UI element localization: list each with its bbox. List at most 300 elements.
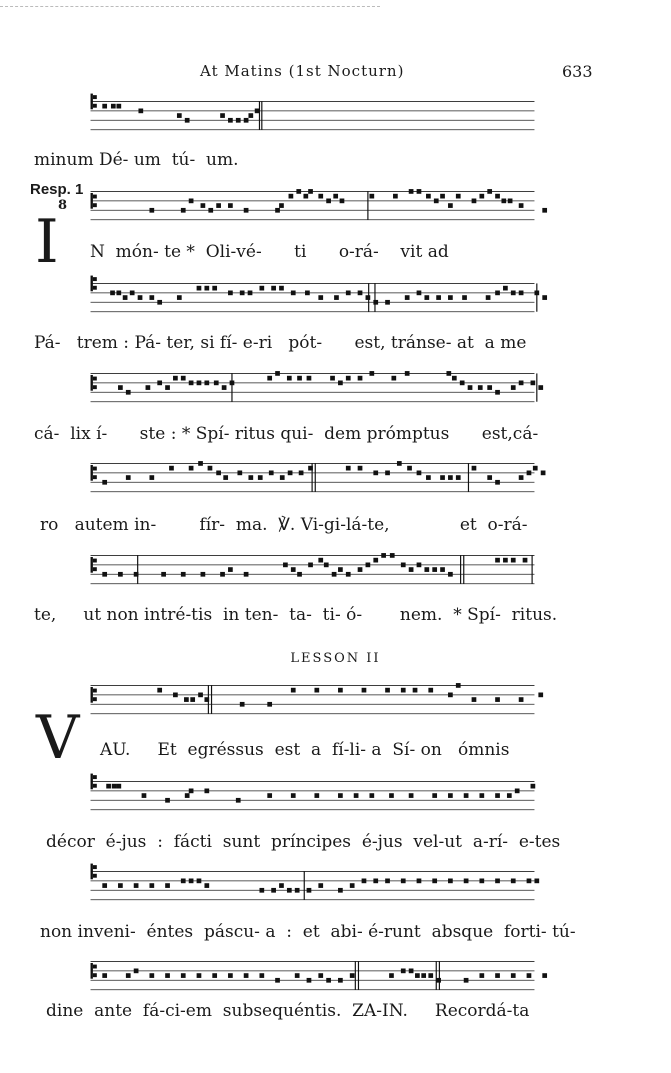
neume-note — [307, 888, 312, 893]
neume-note — [495, 793, 500, 798]
lyric-line: ro autem in- fír- ma. ℣. Vi-gi-lá-te, et o-rá- — [40, 515, 528, 535]
neume-note — [381, 553, 386, 558]
chant-staff — [30, 364, 595, 408]
neume-note — [126, 973, 131, 978]
neume-note — [102, 104, 107, 109]
neume-note — [189, 789, 194, 794]
neume-note — [448, 475, 453, 480]
neume-note — [275, 208, 280, 213]
neume-note — [369, 371, 374, 376]
neume-note — [173, 693, 178, 698]
neume-note — [527, 973, 532, 978]
neume-note — [134, 572, 139, 577]
neume-note — [165, 883, 170, 888]
chant-staff — [30, 862, 595, 906]
neume-note — [157, 300, 162, 305]
neume-note — [161, 572, 166, 577]
neume-note — [417, 563, 422, 568]
neume-note — [511, 385, 516, 390]
neume-note — [436, 295, 441, 300]
neume-note — [244, 208, 249, 213]
neume-note — [391, 376, 396, 381]
neume-note — [307, 376, 312, 381]
neume-note — [216, 203, 221, 208]
neume-note — [415, 973, 420, 978]
neume-note — [385, 300, 390, 305]
neume-note — [346, 572, 351, 577]
neume-note — [216, 471, 221, 476]
neume-note — [165, 798, 170, 803]
neume-note — [324, 563, 329, 568]
neume-note — [287, 888, 292, 893]
neume-note — [487, 189, 492, 194]
neume-note — [279, 883, 284, 888]
neume-note — [288, 471, 293, 476]
neume-note — [401, 879, 406, 884]
neume-note — [248, 291, 253, 296]
neume-note — [297, 376, 302, 381]
neume-note — [118, 385, 123, 390]
neume-note — [369, 793, 374, 798]
neume-note — [511, 558, 516, 563]
neume-note — [130, 291, 135, 296]
lyric-line: minum Dé- um tú- um. — [34, 150, 239, 170]
neume-note — [259, 888, 264, 893]
neume-note — [432, 567, 437, 572]
neume-note — [318, 558, 323, 563]
neume-note — [198, 461, 203, 466]
neume-note — [495, 480, 500, 485]
neume-note — [333, 194, 338, 199]
neume-note — [531, 784, 536, 789]
neume-note — [237, 471, 242, 476]
neume-note — [519, 697, 524, 702]
neume-note — [519, 291, 524, 296]
neume-note — [428, 973, 433, 978]
neume-note — [495, 291, 500, 296]
neume-note — [486, 295, 491, 300]
chant-staff — [30, 546, 595, 590]
neume-note — [269, 471, 274, 476]
neume-note — [389, 793, 394, 798]
neume-note — [487, 475, 492, 480]
lyric-line: N món- te * Oli-vé- ti o-rá- vit ad — [90, 242, 449, 262]
neume-note — [236, 118, 241, 123]
neume-note — [138, 109, 143, 114]
neume-note — [244, 118, 249, 123]
neume-note — [373, 300, 378, 305]
neume-note — [401, 563, 406, 568]
neume-note — [214, 381, 219, 386]
neume-note — [527, 471, 532, 476]
neume-note — [508, 199, 513, 204]
neume-note — [464, 978, 469, 983]
neume-note — [417, 291, 422, 296]
neume-note — [308, 563, 313, 568]
neume-note — [259, 973, 264, 978]
initial-letter: V — [36, 703, 80, 773]
neume-note — [228, 973, 233, 978]
neume-note — [358, 376, 363, 381]
neume-note — [318, 194, 323, 199]
neume-note — [149, 295, 154, 300]
neume-note — [190, 697, 195, 702]
neume-note — [358, 466, 363, 471]
neume-note — [184, 697, 189, 702]
neume-note — [181, 973, 186, 978]
neume-note — [267, 376, 272, 381]
neume-note — [456, 475, 461, 480]
chant-staff — [30, 182, 595, 226]
neume-note — [173, 376, 178, 381]
neume-note — [421, 973, 426, 978]
neume-note — [146, 385, 151, 390]
neume-note — [346, 466, 351, 471]
neume-note — [255, 109, 260, 114]
neume-note — [515, 789, 520, 794]
neume-note — [472, 697, 477, 702]
neume-note — [204, 789, 209, 794]
neume-note — [401, 688, 406, 693]
neume-note — [346, 291, 351, 296]
neume-note — [538, 385, 543, 390]
neume-note — [409, 567, 414, 572]
neume-note — [177, 295, 182, 300]
neume-note — [248, 113, 253, 118]
neume-note — [409, 189, 414, 194]
neume-note — [116, 784, 121, 789]
neume-note — [142, 793, 147, 798]
neume-note — [542, 208, 547, 213]
neume-note — [267, 793, 272, 798]
neume-note — [244, 572, 249, 577]
neume-note — [126, 390, 131, 395]
neume-note — [318, 883, 323, 888]
neume-note — [204, 381, 209, 386]
neume-note — [424, 567, 429, 572]
neume-note — [338, 793, 343, 798]
neume-note — [267, 702, 272, 707]
neume-note — [409, 793, 414, 798]
neume-note — [542, 295, 547, 300]
neume-note — [295, 888, 300, 893]
neume-note — [440, 567, 445, 572]
chant-staff — [30, 454, 595, 498]
neume-note — [197, 381, 202, 386]
neume-note — [308, 466, 313, 471]
neume-note — [366, 295, 371, 300]
neume-note — [240, 702, 245, 707]
neume-note — [116, 291, 121, 296]
neume-note — [291, 793, 296, 798]
neume-note — [275, 371, 280, 376]
running-title: At Matins (1st Nocturn) — [200, 62, 405, 80]
neume-note — [495, 194, 500, 199]
lyric-line: cá- lix í- ste : * Spí- ritus qui- dem prómptus est,cá- — [34, 424, 539, 444]
lyric-line: non inveni- éntes páscu- a : et abi- é-runt absque forti- tú- — [40, 922, 576, 942]
neume-note — [428, 688, 433, 693]
neume-note — [181, 879, 186, 884]
neume-note — [338, 567, 343, 572]
neume-note — [181, 208, 186, 213]
neume-note — [185, 793, 190, 798]
neume-note — [279, 203, 284, 208]
neume-note — [258, 475, 263, 480]
neume-note — [279, 286, 284, 291]
neume-note — [181, 376, 186, 381]
chant-staff — [30, 676, 595, 720]
neume-note — [189, 466, 194, 471]
neume-note — [283, 563, 288, 568]
neume-note — [417, 879, 422, 884]
neume-note — [542, 973, 547, 978]
neume-note — [340, 199, 345, 204]
neume-note — [198, 693, 203, 698]
neume-note — [308, 189, 313, 194]
neume-note — [452, 376, 457, 381]
neume-note — [230, 381, 235, 386]
neume-note — [434, 199, 439, 204]
neume-note — [519, 381, 524, 386]
neume-note — [495, 558, 500, 563]
neume-note — [295, 973, 300, 978]
neume-note — [102, 572, 107, 577]
chant-staff — [30, 274, 595, 318]
neume-note — [369, 194, 374, 199]
neume-note — [248, 475, 253, 480]
neume-note — [157, 381, 162, 386]
neume-note — [112, 784, 117, 789]
neume-note — [197, 973, 202, 978]
lyric-line: Pá- trem : Pá- ter, si fí- e-ri pót- est, tránse- at a me — [34, 333, 527, 353]
neume-note — [181, 572, 186, 577]
neume-note — [330, 376, 335, 381]
neume-note — [507, 793, 512, 798]
neume-note — [527, 879, 532, 884]
neume-note — [472, 466, 477, 471]
neume-note — [318, 973, 323, 978]
neume-note — [123, 295, 128, 300]
neume-note — [397, 461, 402, 466]
neume-note — [314, 793, 319, 798]
neume-note — [291, 688, 296, 693]
neume-note — [326, 199, 331, 204]
neume-note — [464, 879, 469, 884]
neume-note — [350, 883, 355, 888]
neume-note — [534, 879, 539, 884]
lyric-line: AU. Et egréssus est a fí-li- a Sí- on ómnis — [100, 740, 510, 760]
neume-note — [409, 969, 414, 974]
neume-note — [299, 471, 304, 476]
neume-note — [228, 567, 233, 572]
neume-note — [212, 286, 217, 291]
neume-note — [220, 572, 225, 577]
neume-note — [201, 203, 206, 208]
neume-note — [479, 879, 484, 884]
neume-note — [102, 883, 107, 888]
neume-note — [223, 475, 228, 480]
neume-note — [373, 879, 378, 884]
chant-staff — [30, 772, 595, 816]
neume-note — [296, 189, 301, 194]
neume-note — [385, 471, 390, 476]
neume-note — [462, 295, 467, 300]
neume-note — [440, 194, 445, 199]
neume-note — [519, 203, 524, 208]
neume-note — [149, 208, 154, 213]
neume-note — [417, 189, 422, 194]
mode-number: 8 — [58, 198, 68, 213]
neume-note — [448, 793, 453, 798]
neume-note — [102, 973, 107, 978]
neume-note — [305, 291, 310, 296]
neume-note — [534, 291, 539, 296]
neume-note — [495, 390, 500, 395]
neume-note — [478, 385, 483, 390]
neume-note — [271, 286, 276, 291]
neume-note — [332, 572, 337, 577]
neume-note — [291, 567, 296, 572]
neume-note — [413, 688, 418, 693]
neume-note — [350, 973, 355, 978]
neume-note — [189, 199, 194, 204]
neume-note — [373, 471, 378, 476]
neume-note — [432, 793, 437, 798]
neume-note — [208, 466, 213, 471]
neume-note — [358, 567, 363, 572]
neume-note — [538, 693, 543, 698]
neume-note — [511, 291, 516, 296]
neume-note — [220, 113, 225, 118]
neume-note — [446, 371, 451, 376]
neume-note — [495, 697, 500, 702]
neume-note — [189, 381, 194, 386]
neume-note — [287, 376, 292, 381]
neume-note — [318, 295, 323, 300]
neume-note — [228, 291, 233, 296]
neume-note — [511, 879, 516, 884]
page-number: 633 — [562, 62, 593, 81]
neume-note — [448, 203, 453, 208]
neume-note — [204, 697, 209, 702]
neume-note — [236, 798, 241, 803]
neume-note — [456, 194, 461, 199]
neume-note — [448, 693, 453, 698]
neume-note — [533, 466, 538, 471]
neume-note — [479, 793, 484, 798]
neume-note — [501, 199, 506, 204]
neume-note — [468, 385, 473, 390]
lyric-line: décor é-jus : fácti sunt príncipes é-jus vel-ut a-rí- e-tes — [46, 832, 561, 852]
neume-note — [436, 978, 441, 983]
neume-note — [460, 381, 465, 386]
neume-note — [228, 203, 233, 208]
neume-note — [165, 973, 170, 978]
neume-note — [110, 291, 115, 296]
neume-note — [240, 291, 245, 296]
neume-note — [531, 381, 536, 386]
lyric-line: dine ante fá-ci-em subsequéntis. ZA-IN. Recordá-ta — [46, 1001, 530, 1021]
neume-note — [280, 475, 285, 480]
neume-note — [389, 973, 394, 978]
neume-note — [346, 376, 351, 381]
neume-note — [149, 973, 154, 978]
neume-note — [405, 295, 410, 300]
neume-note — [149, 883, 154, 888]
neume-note — [185, 118, 190, 123]
neume-note — [426, 475, 431, 480]
neume-note — [448, 295, 453, 300]
lyric-line: te, ut non intré-tis in ten- ta- ti- ó- nem. * Spí- ritus. — [34, 605, 558, 625]
neume-note — [464, 793, 469, 798]
chant-staff — [30, 92, 595, 136]
neume-note — [297, 572, 302, 577]
neume-note — [354, 793, 359, 798]
neume-note — [222, 385, 227, 390]
neume-note — [314, 688, 319, 693]
neume-note — [307, 978, 312, 983]
neume-note — [338, 381, 343, 386]
neume-note — [358, 291, 363, 296]
neume-note — [523, 558, 528, 563]
neume-note — [138, 295, 143, 300]
neume-note — [149, 475, 154, 480]
neume-note — [479, 194, 484, 199]
neume-note — [303, 194, 308, 199]
neume-note — [456, 683, 461, 688]
neume-note — [212, 973, 217, 978]
neume-note — [366, 563, 371, 568]
neume-note — [275, 978, 280, 983]
neume-note — [189, 879, 194, 884]
neume-note — [362, 688, 367, 693]
neume-note — [259, 286, 264, 291]
neume-note — [102, 480, 107, 485]
neume-note — [326, 978, 331, 983]
neume-note — [405, 371, 410, 376]
neume-note — [495, 973, 500, 978]
neume-note — [338, 888, 343, 893]
neume-note — [338, 688, 343, 693]
neume-note — [177, 113, 182, 118]
chant-staff — [30, 952, 595, 996]
neume-note — [197, 286, 202, 291]
neume-note — [511, 973, 516, 978]
neume-note — [487, 385, 492, 390]
neume-note — [204, 286, 209, 291]
neume-note — [118, 572, 123, 577]
neume-note — [479, 973, 484, 978]
neume-note — [228, 118, 233, 123]
responsory-label: Resp. 1 — [30, 181, 84, 198]
neume-note — [197, 879, 202, 884]
neume-note — [390, 553, 395, 558]
neume-note — [118, 883, 123, 888]
neume-note — [385, 688, 390, 693]
neume-note — [106, 784, 111, 789]
neume-note — [472, 199, 477, 204]
neume-note — [417, 471, 422, 476]
page-header — [0, 62, 671, 84]
neume-note — [291, 291, 296, 296]
neume-note — [407, 466, 412, 471]
neume-note — [208, 208, 213, 213]
neume-note — [503, 286, 508, 291]
neume-note — [495, 879, 500, 884]
neume-note — [116, 104, 121, 109]
neume-note — [289, 194, 294, 199]
neume-note — [134, 969, 139, 974]
